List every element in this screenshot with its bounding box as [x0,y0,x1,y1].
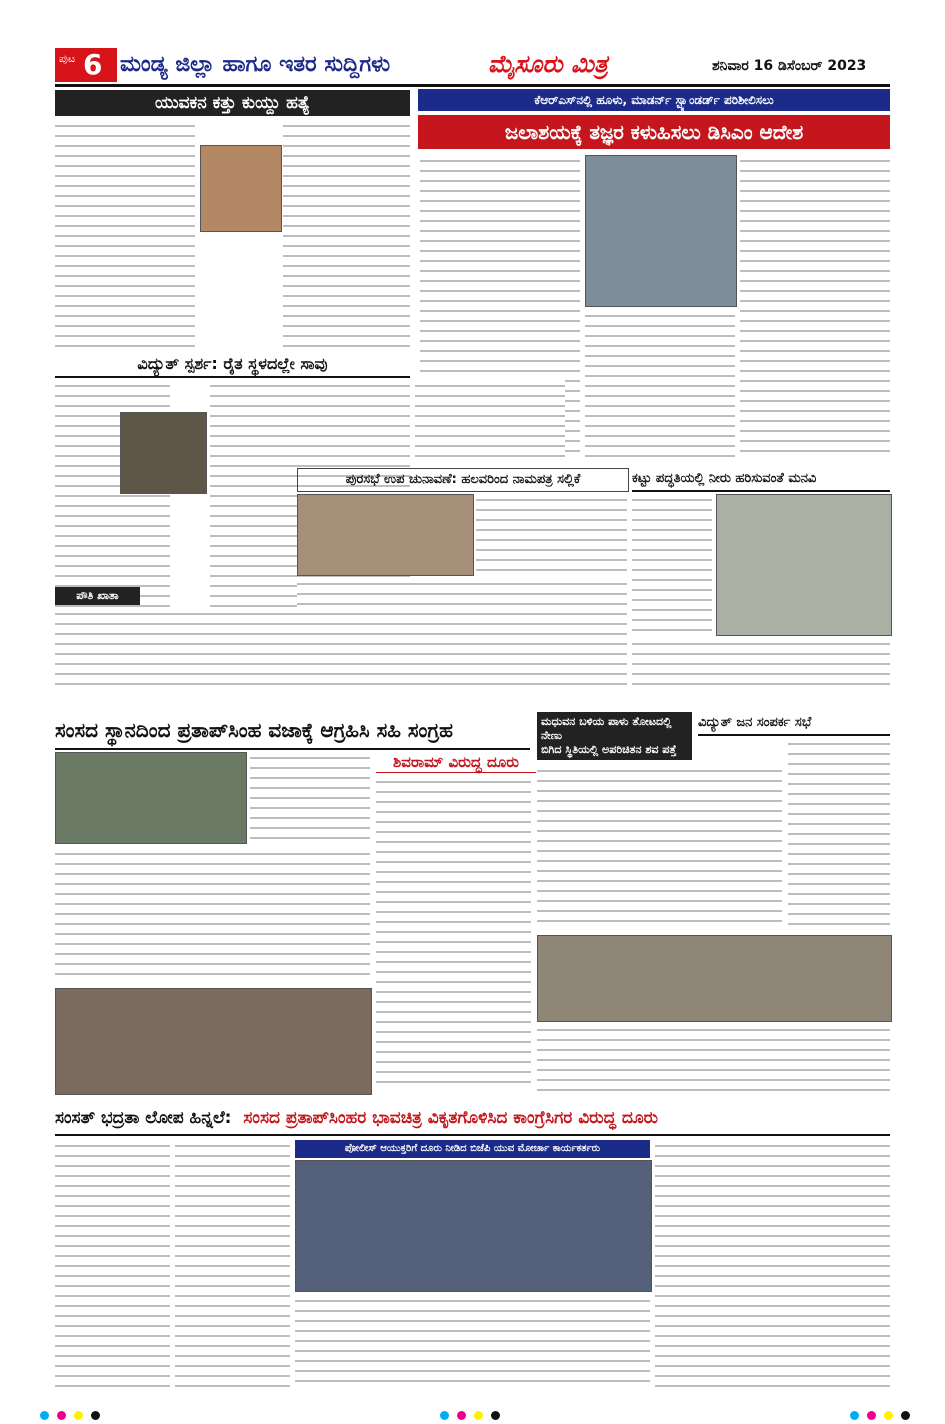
story5-headline: ಕಟ್ಟು ಪದ್ಧತಿಯಲ್ಲಿ ನೀರು ಹರಿಸುವಂತೆ ಮನವಿ [632,468,890,492]
story3-headline: ವಿದ್ಯುತ್ ಸ್ಪರ್ಶ: ರೈತ ಸ್ಥಳದಲ್ಲೇ ಸಾವು [137,354,328,373]
story8-headline-line1: ಮಧುವನ ಬಳಿಯ ಪಾಳು ತೋಟದಲ್ಲಿ ನೇಣು [541,715,672,742]
magenta-dot [57,1411,66,1420]
story1-text-col2 [283,120,410,350]
black-dot [91,1411,100,1420]
story11-text-col4 [655,1140,890,1390]
story5-text-col1 [632,494,712,634]
story8-headline-line2: ಬಿಗಿದ ಸ್ಥಿತಿಯಲ್ಲಿ ಅಪರಿಚಿತನ ಶವ ಪತ್ತೆ [541,743,677,756]
magenta-dot [457,1411,466,1420]
cyan-dot [40,1411,49,1420]
black-dot [901,1411,910,1420]
story1-headline: ಯುವಕನ ಕತ್ತು ಕುಯ್ದು ಹತ್ಯೆ [155,93,310,113]
story8-headline-box [537,712,692,760]
story2-text-col2 [585,310,735,460]
story11-photo-caption: ಪೋಲೀಸ್ ಆಯುಕ್ತರಿಗೆ ದೂರು ನೀಡಿದ ಬಿಜೆಪಿ ಯುವ ಮೋರ್ಚಾ ಕಾರ್ಯಕರ್ತರು [295,1140,650,1158]
section-title: ಮಂಡ್ಯ ಜಿಲ್ಲಾ ಹಾಗೂ ಇತರ ಸುದ್ದಿಗಳು [120,52,391,77]
header-rule [55,84,890,87]
story7-photo-1 [55,752,247,844]
story3-portrait [120,412,207,494]
story11-headline-b: ಸಂಸದ ಪ್ರತಾಪ್‌ಸಿಂಹರ ಭಾವಚಿತ್ರ ವಿಕೃತಗೊಳಿಸಿದ ಕಾಂಗ್ರೆಸಿಗರ ವಿರುದ್ಧ ದೂರು [243,1108,659,1128]
story4-text-col2 [297,578,627,688]
story9-headline: ವಿದ್ಯುತ್ ಜನ ಸಂಪರ್ಕ ಸಭೆ [698,712,890,736]
story8-text [537,765,782,930]
page-number-box [55,48,117,82]
story9-caption [537,1024,890,1092]
story9-text [788,738,890,930]
story11-headline-row [55,1102,890,1136]
story1-portrait [200,145,282,232]
story1-headline-box [55,90,410,116]
story7-photo-2 [55,988,372,1095]
registration-marks-center [440,1405,503,1424]
story11-text-col3 [295,1295,650,1390]
registration-marks-left [40,1405,103,1424]
story10-headline: ಶಿವರಾಮ್ ವಿರುದ್ಧ ದೂರು [376,752,536,773]
cyan-dot [440,1411,449,1420]
black-dot [491,1411,500,1420]
story5-text-col2 [632,638,890,688]
story9-photo [537,935,892,1022]
story4-photo [297,494,474,576]
story11-headline-a: ಸಂಸತ್ ಭದ್ರತಾ ಲೋಪ ಹಿನ್ನಲೆ: [55,1108,232,1128]
story1-text-col1 [55,120,195,350]
story11-text-col1 [55,1140,170,1390]
yellow-dot [74,1411,83,1420]
story10-text [376,776,531,1091]
page-label: ಪುಟ [59,52,76,65]
yellow-dot [474,1411,483,1420]
yellow-dot [884,1411,893,1420]
story6-headline: ಪೌತಿ ಖಾತಾ [55,587,140,605]
story2-text-col3 [740,155,890,460]
story2-photo [585,155,737,307]
story2-kicker: ಕೆಆರ್‌ಎಸ್‌ನಲ್ಲಿ ಹೂಳು, ಮಾಡರ್ನ್ ಸ್ಟ್ಯಾಂಡರ್ಡ್ ಪರಿಶೀಲಿಸಲು [418,89,890,111]
story4-headline: ಪುರಸಭೆ ಉಪ ಚುನಾವಣೆ: ಹಲವರಿಂದ ನಾಮಪತ್ರ ಸಲ್ಲಿಕೆ [297,468,629,492]
registration-marks-right [850,1405,913,1424]
story7-text-col2 [55,848,370,983]
page-number: 6 [83,48,103,81]
story3-text-col3 [415,380,565,460]
story11-text-col2 [175,1140,290,1390]
story11-photo [295,1160,652,1292]
story7-text-col1 [250,752,370,842]
story7-headline: ಸಂಸದ ಸ್ಥಾನದಿಂದ ಪ್ರತಾಪ್‌ಸಿಂಹ ವಜಾಕ್ಕೆ ಆಗ್ರಹಿಸಿ ಸಹಿ ಸಂಗ್ರಹ [55,712,530,750]
story2-headline: ಜಲಾಶಯಕ್ಕೆ ತಜ್ಞರ ಕಳುಹಿಸಲು ಡಿಸಿಎಂ ಆದೇಶ [418,115,890,149]
dateline: ಶನಿವಾರ 16 ಡಿಸೆಂಬರ್ 2023 [712,58,867,74]
story4-text-col1 [476,494,627,574]
masthead: ಮೈಸೂರು ಮಿತ್ರ [488,50,608,78]
magenta-dot [867,1411,876,1420]
story3-headline-box [55,352,410,378]
story5-photo [716,494,892,636]
cyan-dot [850,1411,859,1420]
